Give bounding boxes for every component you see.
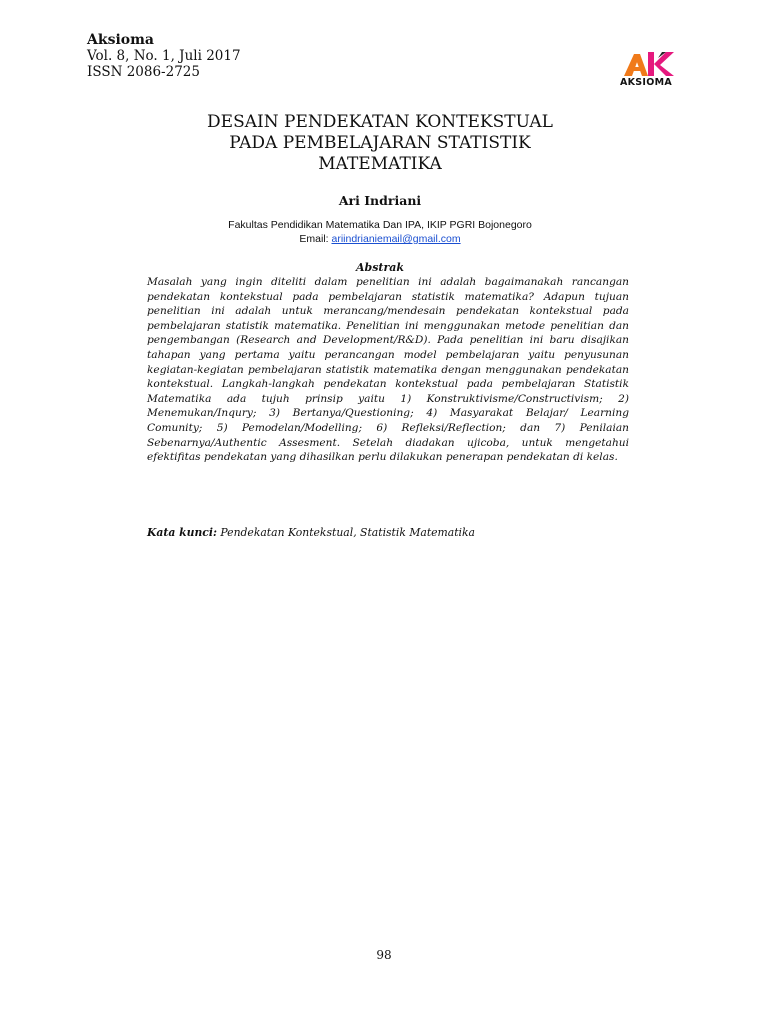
email-link[interactable]: ariindrianiemail@gmail.com <box>331 233 461 245</box>
keywords-label: Kata kunci: <box>147 526 217 539</box>
logo-text: AKSIOMA <box>619 77 673 88</box>
aksioma-logo-icon <box>614 50 678 78</box>
title-line-1: DESAIN PENDEKATAN KONTEKSTUAL <box>207 112 553 132</box>
author-name: Ari Indriani <box>338 193 422 208</box>
aksioma-logo <box>614 50 678 90</box>
journal-header <box>87 32 241 80</box>
affiliation: Fakultas Pendidikan Matematika Dan IPA, IKIP PGRI Bojonegoro <box>228 219 532 231</box>
email-line <box>150 232 610 246</box>
title-line-2: PADA PEMBELAJARAN STATISTIK <box>229 133 531 153</box>
journal-volume: Vol. 8, No. 1, Juli 2017 <box>87 48 241 64</box>
journal-issn: ISSN 2086-2725 <box>87 64 200 80</box>
abstract-body: Masalah yang ingin diteliti dalam penelitian ini adalah bagaimanakah rancangan pendekatan kontekstual pada pembelajaran statistik matematika? Adapun tujuan penelitian ini adalah untuk merancang/mendesain pendekatan kontekstual pada pembelajaran statistik matematika. Penelitian ini menggunakan metode penelitian dan pengembangan (Research and Development/R&D). Pada penelitian ini baru disajikan tahapan yang pertama yaitu perancangan model pembelajaran yaitu penyusunan kegiatan-kegiatan pembelajaran statistik matematika dengan menggunakan pendekatan kontekstual. Langkah-langkah pendekatan kontekstual pada pembelajaran Statistik Matematika ada tujuh prinsip yaitu 1) Konstruktivisme/Constructivism; 2) Menemukan/Inqury; 3) Bertanya/Questioning; 4) Masyarakat Belajar/ Learning Comunity; 5) Pemodelan/Modelling; 6) Refleksi/Reflection; dan 7) Penilaian Sebenarnya/Authentic Assesment. Setelah diadakan ujicoba, untuk mengetahui efektifitas pendekatan yang dihasilkan perlu dilakukan penerapan pendekatan di kelas. <box>147 276 629 464</box>
page-number: 98 <box>376 948 392 962</box>
email-label: Email: <box>299 233 332 245</box>
author-affiliation-block <box>150 218 610 246</box>
keywords-text: Pendekatan Kontekstual, Statistik Matematika <box>216 526 475 539</box>
paper-title <box>150 112 610 175</box>
title-line-3: MATEMATIKA <box>318 154 442 174</box>
journal-name: Aksioma <box>87 32 154 48</box>
abstract-heading: Abstrak <box>355 261 405 274</box>
keywords <box>147 526 629 539</box>
